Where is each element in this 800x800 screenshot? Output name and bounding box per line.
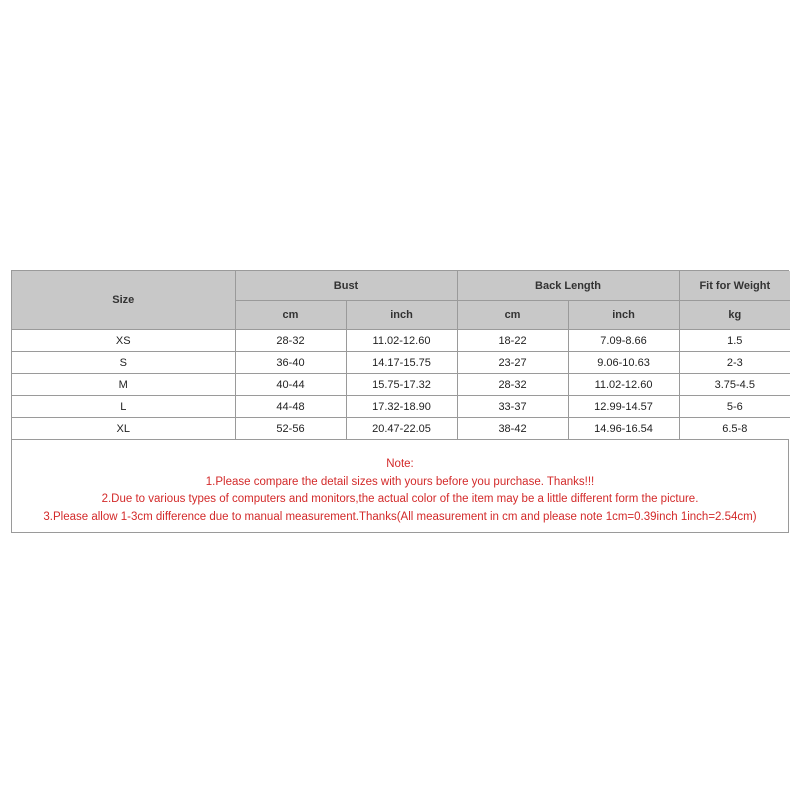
bust-cm-header: cm	[235, 301, 346, 330]
note-line-2: 2.Due to various types of computers and monitors,the actual color of the item may be a little different form the picture.	[101, 493, 699, 505]
bust-cm-cell: 28-32	[235, 330, 346, 352]
table-row	[12, 396, 790, 418]
back-length-inch-cell: 7.09-8.66	[568, 330, 679, 352]
bust-inch-cell: 17.32-18.90	[346, 396, 457, 418]
bust-inch-cell: 11.02-12.60	[346, 330, 457, 352]
bust-inch-cell: 14.17-15.75	[346, 352, 457, 374]
back-length-inch-header: inch	[568, 301, 679, 330]
back-length-inch-cell: 14.96-16.54	[568, 418, 679, 440]
size-cell: L	[12, 396, 235, 418]
back-length-inch-cell: 9.06-10.63	[568, 352, 679, 374]
header-row-groups	[12, 271, 790, 301]
bust-cm-cell: 40-44	[235, 374, 346, 396]
weight-kg-cell: 6.5-8	[679, 418, 790, 440]
back-length-cm-cell: 28-32	[457, 374, 568, 396]
note-line-3: 3.Please allow 1-3cm difference due to manual measurement.Thanks(All measurement in cm and please note 1cm=0.39inch 1inch=2.54cm)	[43, 510, 757, 523]
size-header: Size	[12, 271, 235, 330]
back-length-inch-cell: 12.99-14.57	[568, 396, 679, 418]
back-length-cm-cell: 23-27	[457, 352, 568, 374]
back-length-inch-cell: 11.02-12.60	[568, 374, 679, 396]
bust-cm-cell: 36-40	[235, 352, 346, 374]
weight-kg-cell: 1.5	[679, 330, 790, 352]
table-row	[12, 352, 790, 374]
bust-header: Bust	[235, 271, 457, 301]
size-table	[12, 271, 790, 439]
bust-inch-header: inch	[346, 301, 457, 330]
size-cell: M	[12, 374, 235, 396]
bust-inch-cell: 20.47-22.05	[346, 418, 457, 440]
weight-kg-header: kg	[679, 301, 790, 330]
back-length-cm-cell: 18-22	[457, 330, 568, 352]
size-cell: S	[12, 352, 235, 374]
back-length-cm-header: cm	[457, 301, 568, 330]
weight-kg-cell: 2-3	[679, 352, 790, 374]
back-length-cm-cell: 33-37	[457, 396, 568, 418]
note-title: Note:	[386, 458, 414, 470]
bust-inch-cell: 15.75-17.32	[346, 374, 457, 396]
size-cell: XS	[12, 330, 235, 352]
table-row	[12, 330, 790, 352]
note-line-1: 1.Please compare the detail sizes with yours before you purchase. Thanks!!!	[205, 475, 595, 488]
table-row	[12, 418, 790, 440]
weight-kg-cell: 3.75-4.5	[679, 374, 790, 396]
notes-section	[12, 439, 788, 532]
size-cell: XL	[12, 418, 235, 440]
back-length-cm-cell: 38-42	[457, 418, 568, 440]
weight-kg-cell: 5-6	[679, 396, 790, 418]
back-length-header: Back Length	[457, 271, 679, 301]
bust-cm-cell: 52-56	[235, 418, 346, 440]
fit-for-weight-header: Fit for Weight	[679, 271, 790, 301]
table-row	[12, 374, 790, 396]
size-chart	[11, 270, 789, 533]
bust-cm-cell: 44-48	[235, 396, 346, 418]
